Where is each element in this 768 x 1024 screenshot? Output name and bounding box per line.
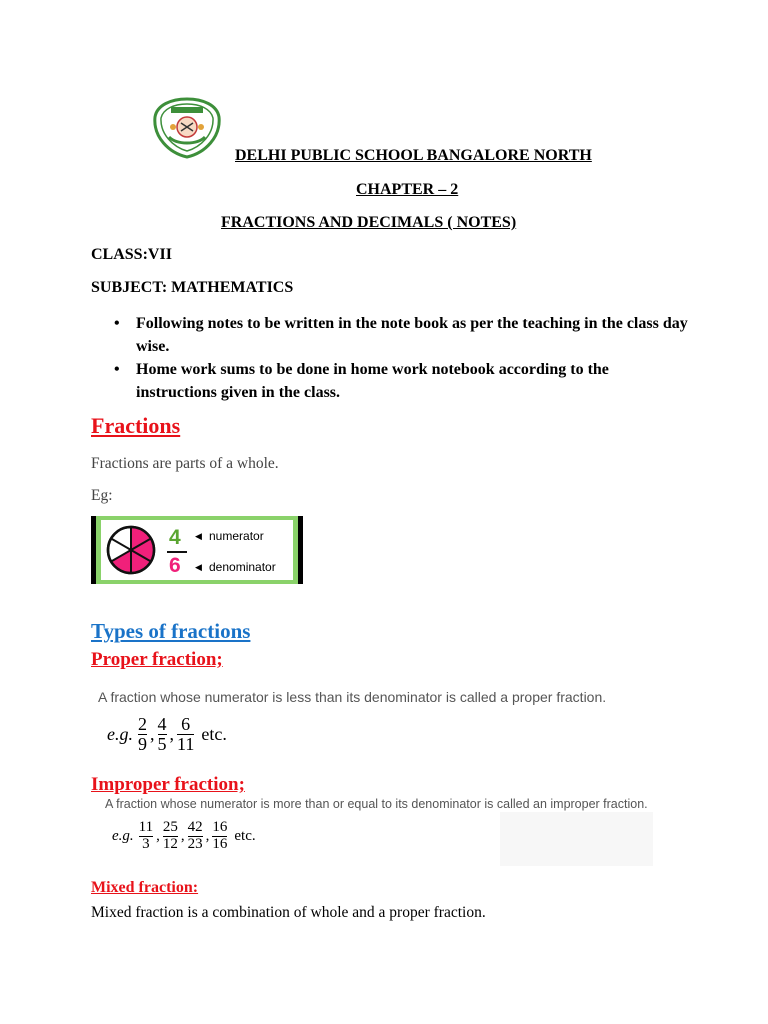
improper-fraction-examples: [112, 820, 256, 853]
diagram-left-border: [91, 516, 96, 584]
pie-chart-icon: [105, 524, 157, 576]
numerator-arrow-icon: ◀: [195, 531, 202, 541]
fractions-definition: Fractions are parts of a whole.: [91, 455, 279, 472]
class-label: CLASS:VII: [91, 246, 172, 263]
diagram-right-border: [298, 516, 303, 584]
proper-fraction-definition: A fraction whose numerator is less than its denominator is called a proper fraction.: [98, 689, 607, 705]
types-heading: Types of fractions: [91, 619, 251, 643]
denominator-arrow-icon: ◀: [195, 562, 202, 572]
separator: ,: [205, 827, 210, 844]
example-denominator: 6: [169, 554, 181, 577]
eg-label: e.g.: [107, 723, 133, 744]
fractions-heading: Fractions: [91, 413, 181, 438]
fraction: [212, 820, 227, 853]
denominator: 12: [162, 835, 178, 852]
fraction: [163, 820, 178, 853]
denominator: 3: [142, 835, 150, 852]
instruction-item: • Following notes to be written in the note book as per the teaching in the class day wise.: [112, 312, 692, 358]
separator: ,: [180, 827, 185, 844]
school-crest-icon: [151, 97, 223, 159]
separator: ,: [150, 723, 155, 744]
denominator-label: denominator: [209, 560, 276, 574]
proper-fraction-heading: Proper fraction;: [91, 649, 223, 670]
eg-label: e.g.: [112, 827, 134, 844]
numerator: 6: [181, 714, 191, 734]
denominator: 11: [177, 733, 195, 754]
separator: ,: [169, 723, 174, 744]
proper-fraction-examples: [107, 715, 227, 754]
mixed-fraction-definition: Mixed fraction is a combination of whole and a proper fraction.: [91, 904, 486, 921]
topic-title: FRACTIONS AND DECIMALS ( NOTES): [221, 214, 517, 231]
school-name: DELHI PUBLIC SCHOOL BANGALORE NORTH: [235, 147, 592, 164]
instructions-list: [112, 312, 692, 404]
fraction: [138, 715, 147, 754]
chapter-title: CHAPTER – 2: [356, 181, 459, 198]
school-logo: [151, 97, 223, 159]
mixed-fraction-heading: Mixed fraction:: [91, 879, 199, 896]
fraction: [158, 715, 167, 754]
numerator: 42: [187, 819, 203, 835]
subject-label: SUBJECT: MATHEMATICS: [91, 279, 294, 296]
fraction: [139, 820, 153, 853]
separator: ,: [156, 827, 160, 844]
numerator: 2: [138, 714, 147, 734]
eg-label: Eg:: [91, 487, 113, 504]
etc-label: etc.: [201, 723, 227, 744]
denominator: 5: [157, 733, 167, 754]
example-numerator: 4: [169, 526, 181, 549]
denominator: 23: [187, 835, 203, 852]
improper-fraction-heading: Improper fraction;: [91, 774, 245, 795]
numerator: 4: [157, 714, 167, 734]
etc-label: etc.: [234, 827, 256, 844]
instruction-item: • Home work sums to be done in home work notebook according to the instructions given in the class.: [112, 358, 692, 404]
numerator: 25: [162, 819, 178, 835]
denominator: 9: [138, 733, 147, 754]
fraction-example-diagram: [91, 516, 303, 584]
improper-fraction-definition: A fraction whose numerator is more than or equal to its denominator is called an improper fraction.: [105, 797, 648, 811]
fraction: [188, 820, 203, 853]
example-fraction-bar: [167, 551, 187, 553]
numerator-label: numerator: [209, 529, 264, 543]
blank-box: [500, 812, 653, 866]
numerator: 16: [212, 819, 228, 835]
fraction: [177, 715, 194, 754]
numerator: 11: [138, 819, 154, 835]
denominator: 16: [212, 835, 228, 852]
